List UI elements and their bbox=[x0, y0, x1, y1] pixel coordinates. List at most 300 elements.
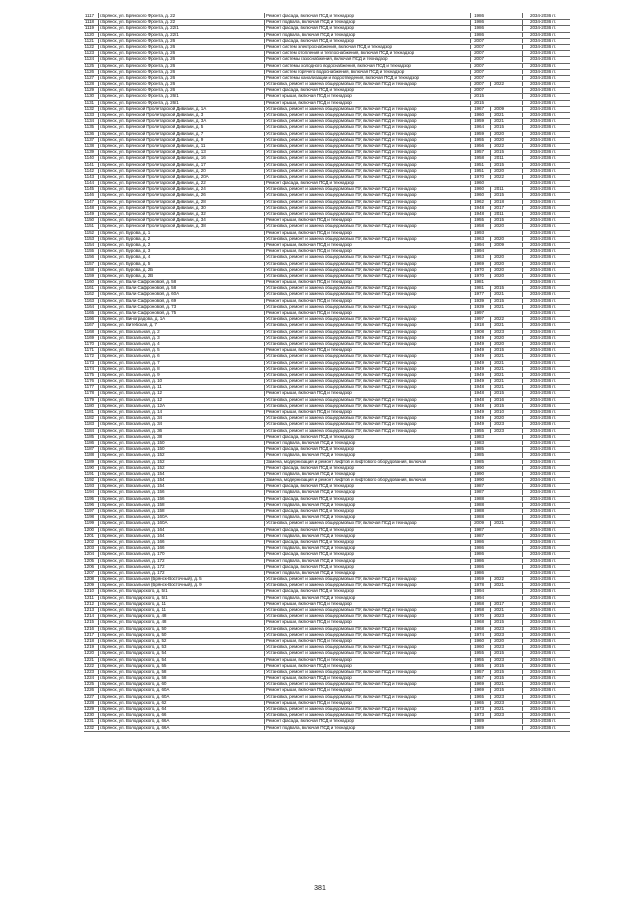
work-type-cell: Замена, модернизация и ремонт лифтов и лифтового оборудования, включая bbox=[264, 477, 464, 482]
address-cell: г.Брянск, ул. Виноградова, д. 1А bbox=[98, 316, 264, 321]
address-cell: г.Брянск, ул. Бурова, д. 2Б bbox=[98, 267, 264, 272]
year-built-cell: 1960 bbox=[470, 638, 487, 643]
row-number: 1198 bbox=[84, 514, 94, 520]
work-type-cell: Ремонт крыши, включая ПСД и технадзор bbox=[264, 93, 464, 98]
row-number: 1160 bbox=[84, 279, 94, 285]
year-last-repair-cell: 2015 bbox=[490, 619, 507, 624]
work-type-cell: Ремонт фасада, включая ПСД и технадзор bbox=[264, 25, 464, 30]
row-number: 1180 bbox=[84, 402, 94, 408]
planned-period-cell: 2034-2036 гг. bbox=[522, 409, 563, 414]
work-type-cell: Ремонт фасада, включая ПСД и технадзор bbox=[264, 588, 464, 593]
year-last-repair-cell: 2015 bbox=[490, 192, 507, 197]
year-built-cell: 1958 bbox=[470, 601, 487, 606]
planned-period-cell: 2034-2036 гг. bbox=[522, 329, 563, 334]
planned-period-cell: 2034-2036 гг. bbox=[522, 471, 563, 476]
row-number: 1151 bbox=[84, 223, 94, 229]
row-number: 1231 bbox=[84, 718, 94, 724]
address-cell: г.Брянск, ул. Вокзальная, д. 12А bbox=[98, 403, 264, 408]
address-cell: г.Брянск, ул. Вокзальная, д. 7 bbox=[98, 360, 264, 365]
address-cell: г.Брянск, ул. Володарского, д. 60А bbox=[98, 687, 264, 692]
row-number: 1168 bbox=[84, 328, 94, 334]
address-cell: г.Брянск, ул. Вокзальная, д. 12 bbox=[98, 397, 264, 402]
work-type-cell: Установка, ремонт и замена общедомовых ПУ, включая ПСД и технадзор bbox=[264, 341, 464, 346]
address-cell: г.Брянск, ул. Брянской Пролетарской Дивизии, д. 34 bbox=[98, 217, 264, 222]
year-built-cell: 1988 bbox=[470, 502, 487, 507]
year-last-repair-cell: 2023 bbox=[490, 700, 507, 705]
planned-period-cell: 2034-2036 гг. bbox=[522, 353, 563, 358]
address-cell: г.Брянск, ул. Бурова, д. 5 bbox=[98, 261, 264, 266]
work-type-cell: Ремонт крыши, включая ПСД и технадзор bbox=[264, 638, 464, 643]
planned-period-cell: 2034-2036 гг. bbox=[522, 316, 563, 321]
planned-period-cell: 2034-2036 гг. bbox=[522, 558, 563, 563]
year-last-repair-cell: 2023 bbox=[490, 428, 507, 433]
row-number: 1182 bbox=[84, 415, 94, 421]
planned-period-cell: 2034-2036 гг. bbox=[522, 434, 563, 439]
row-number: 1228 bbox=[84, 699, 94, 705]
row-number: 1144 bbox=[84, 180, 94, 186]
planned-period-cell: 2034-2036 гг. bbox=[522, 137, 563, 142]
row-number: 1150 bbox=[84, 217, 94, 223]
planned-period-cell: 2034-2036 гг. bbox=[522, 545, 563, 550]
year-last-repair-cell: 2010 bbox=[490, 409, 507, 414]
row-number: 1229 bbox=[84, 706, 94, 711]
address-cell: г.Брянск, ул. Володарского, д. 66 bbox=[98, 712, 264, 717]
planned-period-cell: 2034-2036 гг. bbox=[522, 508, 563, 513]
planned-period-cell: 2034-2036 гг. bbox=[522, 186, 563, 191]
year-last-repair-cell: 2023 bbox=[490, 644, 507, 649]
planned-period-cell: 2034-2036 гг. bbox=[522, 520, 563, 525]
year-built-cell: 1960 bbox=[470, 644, 487, 649]
year-built-cell: 2007 bbox=[470, 87, 487, 92]
address-cell: г.Брянск, ул. Брянского Фронта, д. 26 bbox=[98, 81, 264, 86]
address-cell: г.Брянск, ул. Вокзальная, д. 156 bbox=[98, 496, 264, 501]
year-built-cell: 1948 bbox=[470, 211, 487, 216]
work-type-cell: Ремонт фасада, включая ПСД и технадзор bbox=[264, 527, 464, 532]
work-type-cell: Ремонт систем отопления и теплоснабжения, включая ПСД и технадзор bbox=[264, 50, 464, 55]
planned-period-cell: 2034-2036 гг. bbox=[522, 335, 563, 340]
address-cell: г.Брянск, ул. Вокзальная, д. 172 bbox=[98, 564, 264, 569]
year-last-repair-cell: 2020 bbox=[490, 254, 507, 259]
row-number: 1125 bbox=[84, 62, 94, 68]
planned-period-cell: 2034-2036 гг. bbox=[522, 644, 563, 649]
year-built-cell: 1959 bbox=[470, 131, 487, 136]
planned-period-cell: 2034-2036 гг. bbox=[522, 205, 563, 210]
row-number: 1211 bbox=[84, 594, 94, 600]
planned-period-cell: 2034-2036 гг. bbox=[522, 390, 563, 395]
year-built-cell: 1949 bbox=[470, 378, 487, 383]
year-last-repair-cell: 2021 bbox=[490, 353, 507, 358]
planned-period-cell: 2034-2036 гг. bbox=[522, 168, 563, 173]
planned-period-cell: 2034-2036 гг. bbox=[522, 236, 563, 241]
year-built-cell: 1994 bbox=[470, 588, 487, 593]
planned-period-cell: 2034-2036 гг. bbox=[522, 489, 563, 494]
work-type-cell: Установка, ремонт и замена общедомовых ПУ, включая ПСД и технадзор bbox=[264, 329, 464, 334]
year-built-cell: 1964 bbox=[470, 124, 487, 129]
year-built-cell: 1986 bbox=[470, 545, 487, 550]
row-number: 1163 bbox=[84, 297, 94, 303]
year-built-cell: 1987 bbox=[470, 533, 487, 538]
planned-period-cell: 2034-2036 гг. bbox=[522, 465, 563, 470]
row-number: 1145 bbox=[84, 186, 94, 192]
year-built-cell: 1965 bbox=[470, 700, 487, 705]
planned-period-cell: 2034-2036 гг. bbox=[522, 155, 563, 160]
row-number: 1156 bbox=[84, 254, 94, 260]
row-number: 1154 bbox=[84, 241, 94, 247]
year-built-cell: 1988 bbox=[470, 514, 487, 519]
row-number: 1123 bbox=[84, 50, 94, 56]
year-last-repair-cell: 2021 bbox=[490, 366, 507, 371]
work-type-cell: Ремонт крыши, включая ПСД и технадзор bbox=[264, 409, 464, 414]
planned-period-cell: 2034-2036 гг. bbox=[522, 279, 563, 284]
year-last-repair-cell: 2018 bbox=[490, 199, 507, 204]
row-number: 1147 bbox=[84, 198, 94, 204]
row-number: 1138 bbox=[84, 142, 94, 148]
year-built-cell: 1986 bbox=[470, 564, 487, 569]
work-type-cell: Ремонт крыши, включая ПСД и технадзор bbox=[264, 347, 464, 352]
year-last-repair-cell: 2020 bbox=[490, 236, 507, 241]
planned-period-cell: 2034-2036 гг. bbox=[522, 261, 563, 266]
year-built-cell: 2007 bbox=[470, 81, 487, 86]
address-cell: г.Брянск, ул. Вокзальная, д. 166 bbox=[98, 545, 264, 550]
year-built-cell: 1988 bbox=[470, 496, 487, 501]
address-cell: г.Брянск, ул. Вокзальная, д. 14 bbox=[98, 409, 264, 414]
year-built-cell: 1990 bbox=[470, 477, 487, 482]
address-cell: г.Брянск, ул. Володарского, д. 52 bbox=[98, 638, 264, 643]
year-built-cell: 1960 bbox=[470, 192, 487, 197]
row-number: 1126 bbox=[84, 68, 94, 74]
year-last-repair-cell: 2017 bbox=[490, 205, 507, 210]
row-number: 1218 bbox=[84, 637, 94, 643]
work-type-cell: Ремонт системы канализации и водоотведения, включая ПСД и технадзор bbox=[264, 75, 464, 80]
work-type-cell: Ремонт крыши, включая ПСД и технадзор bbox=[264, 619, 464, 624]
row-number: 1213 bbox=[84, 607, 94, 612]
row-number: 1158 bbox=[84, 266, 94, 272]
address-cell: г.Брянск, ул. Володарского, д. 62 bbox=[98, 700, 264, 705]
year-last-repair-cell: 2023 bbox=[490, 329, 507, 334]
row-number: 1174 bbox=[84, 365, 94, 371]
row-number: 1183 bbox=[84, 421, 94, 427]
address-cell: г.Брянск, ул. Вокзальная, д. 170 bbox=[98, 551, 264, 556]
year-last-repair-cell: 2015 bbox=[490, 285, 507, 290]
work-type-cell: Ремонт крыши, включая ПСД и технадзор bbox=[264, 657, 464, 662]
row-number: 1172 bbox=[84, 353, 94, 359]
address-cell: г.Брянск, ул. Володарского, д. 58 bbox=[98, 675, 264, 680]
year-built-cell: 1955 bbox=[470, 650, 487, 655]
year-built-cell: 1977 bbox=[470, 291, 487, 296]
row-number: 1210 bbox=[84, 588, 94, 594]
year-built-cell: 1986 bbox=[470, 13, 487, 18]
year-last-repair-cell: 2015 bbox=[490, 403, 507, 408]
planned-period-cell: 2034-2036 гг. bbox=[522, 69, 563, 74]
row-number: 1141 bbox=[84, 161, 94, 167]
address-cell: г.Брянск, ул. Вокзальная, д. 152 bbox=[98, 459, 264, 464]
work-type-cell: Ремонт подвала, включая ПСД и технадзор bbox=[264, 440, 464, 445]
row-number: 1118 bbox=[84, 19, 94, 25]
year-last-repair-cell: 2021 bbox=[490, 372, 507, 377]
work-type-cell: Установка, ремонт и замена общедомовых ПУ, включая ПСД и технадзор bbox=[264, 285, 464, 290]
planned-period-cell: 2034-2036 гг. bbox=[522, 384, 563, 389]
row-number: 1120 bbox=[84, 31, 94, 37]
address-cell: г.Брянск, ул. Брянского Фронта, д. 26 bbox=[98, 50, 264, 55]
row-number: 1127 bbox=[84, 74, 94, 80]
row-number: 1217 bbox=[84, 631, 94, 637]
address-cell: г.Брянск, ул. Вали Сафроновой, д. 75 bbox=[98, 310, 264, 315]
planned-period-cell: 2034-2036 гг. bbox=[522, 217, 563, 222]
work-type-cell: Ремонт подвала, включая ПСД и технадзор bbox=[264, 502, 464, 507]
address-cell: г.Брянск, ул. Брянской Пролетарской Дивизии, д. 28 bbox=[98, 199, 264, 204]
planned-period-cell: 2034-2036 гг. bbox=[522, 372, 563, 377]
planned-period-cell: 2034-2036 гг. bbox=[522, 50, 563, 55]
year-built-cell: 1997 bbox=[470, 316, 487, 321]
planned-period-cell: 2034-2036 гг. bbox=[522, 446, 563, 451]
row-number: 1175 bbox=[84, 371, 94, 377]
address-cell: г.Брянск, ул. Вокзальная, д. 10 bbox=[98, 378, 264, 383]
year-built-cell: 1989 bbox=[470, 725, 487, 730]
row-number: 1164 bbox=[84, 303, 94, 309]
work-type-cell: Установка, ремонт и замена общедомовых ПУ, включая ПСД и технадзор bbox=[264, 694, 464, 699]
year-built-cell: 1958 bbox=[470, 607, 487, 612]
address-cell: г.Брянск, ул. Вокзальная, д. 34 bbox=[98, 415, 264, 420]
year-built-cell: 1986 bbox=[470, 19, 487, 24]
work-type-cell: Ремонт крыши, включая ПСД и технадзор bbox=[264, 100, 464, 105]
address-cell: г.Брянск, ул. Володарского, д. 50 bbox=[98, 632, 264, 637]
planned-period-cell: 2034-2036 гг. bbox=[522, 360, 563, 365]
row-number: 1203 bbox=[84, 545, 94, 551]
planned-period-cell: 2034-2036 гг. bbox=[522, 619, 563, 624]
year-built-cell: 1957 bbox=[470, 149, 487, 154]
work-type-cell: Ремонт фасада, включая ПСД и технадзор bbox=[264, 718, 464, 723]
work-type-cell: Ремонт подвала, включая ПСД и технадзор bbox=[264, 489, 464, 494]
year-last-repair-cell: 2021 bbox=[490, 291, 507, 296]
address-cell: г.Брянск, ул. Вокзальная (Брянск-Восточный), д. 9 bbox=[98, 582, 264, 587]
work-type-cell: Установка, ремонт и замена общедомовых ПУ, включая ПСД и технадзор bbox=[264, 681, 464, 686]
planned-period-cell: 2034-2036 гг. bbox=[522, 211, 563, 216]
row-number: 1148 bbox=[84, 204, 94, 210]
address-cell: г.Брянск, ул. Брянского Фронта, д. 26 bbox=[98, 75, 264, 80]
row-number: 1162 bbox=[84, 291, 94, 297]
work-type-cell: Установка, ремонт и замена общедомовых ПУ, включая ПСД и технадзор bbox=[264, 322, 464, 327]
year-built-cell: 1973 bbox=[470, 712, 487, 717]
address-cell: г.Брянск, ул. Володарского, д. 11 bbox=[98, 601, 264, 606]
year-last-repair-cell: 2021 bbox=[490, 520, 507, 525]
year-last-repair-cell: 2021 bbox=[490, 112, 507, 117]
planned-period-cell: 2034-2036 гг. bbox=[522, 87, 563, 92]
year-built-cell: 1956 bbox=[470, 143, 487, 148]
work-type-cell: Установка, ремонт и замена общедомовых ПУ, включая ПСД и технадзор bbox=[264, 131, 464, 136]
planned-period-cell: 2034-2036 гг. bbox=[522, 131, 563, 136]
planned-period-cell: 2034-2036 гг. bbox=[522, 514, 563, 519]
year-last-repair-cell: 2015 bbox=[490, 687, 507, 692]
address-cell: г.Брянск, ул. Вокзальная, д. 158 bbox=[98, 502, 264, 507]
row-number: 1197 bbox=[84, 508, 94, 513]
address-cell: г.Брянск, ул. Брянской Пролетарской Дивизии, д. 9 bbox=[98, 137, 264, 142]
work-type-cell: Установка, ремонт и замена общедомовых ПУ, включая ПСД и технадзор bbox=[264, 291, 464, 296]
address-cell: г.Брянск, ул. Бурова, д. 2 bbox=[98, 236, 264, 241]
planned-period-cell: 2034-2036 гг. bbox=[522, 230, 563, 235]
year-built-cell: 1949 bbox=[470, 415, 487, 420]
planned-period-cell: 2034-2036 гг. bbox=[522, 650, 563, 655]
address-cell: г.Брянск, ул. Брянской Пролетарской Дивизии, д. 20А bbox=[98, 174, 264, 179]
year-last-repair-cell: 2021 bbox=[490, 360, 507, 365]
work-type-cell: Установка, ремонт и замена общедомовых ПУ, включая ПСД и технадзор bbox=[264, 397, 464, 402]
address-cell: г.Брянск, ул. Бурова, д. 3 bbox=[98, 248, 264, 253]
year-built-cell: 1955 bbox=[470, 663, 487, 668]
planned-period-cell: 2034-2036 гг. bbox=[522, 415, 563, 420]
work-type-cell: Установка, ремонт и замена общедомовых ПУ, включая ПСД и технадзор bbox=[264, 626, 464, 631]
work-type-cell: Установка, ремонт и замена общедомовых ПУ, включая ПСД и технадзор bbox=[264, 372, 464, 377]
address-cell: г.Брянск, ул. Брянского Фронта, д. 26 bbox=[98, 44, 264, 49]
year-built-cell: 1988 bbox=[470, 508, 487, 513]
row-number: 1169 bbox=[84, 334, 94, 340]
year-built-cell: 2007 bbox=[470, 44, 487, 49]
work-type-cell: Установка, ремонт и замена общедомовых ПУ, включая ПСД и технадзор bbox=[264, 403, 464, 408]
table-row bbox=[84, 726, 570, 732]
row-number: 1119 bbox=[84, 25, 94, 31]
row-number: 1134 bbox=[84, 118, 94, 124]
year-last-repair-cell: 2021 bbox=[490, 681, 507, 686]
year-built-cell: 1948 bbox=[470, 397, 487, 402]
row-number: 1201 bbox=[84, 532, 94, 538]
year-built-cell: 2007 bbox=[470, 63, 487, 68]
address-cell: г.Брянск, ул. Вокзальная, д. 12 bbox=[98, 390, 264, 395]
planned-period-cell: 2034-2036 гг. bbox=[522, 718, 563, 723]
address-cell: г.Брянск, ул. Вокзальная (Брянск-Восточный), д. 5 bbox=[98, 576, 264, 581]
work-type-cell: Ремонт фасада, включая ПСД и технадзор bbox=[264, 551, 464, 556]
address-cell: г.Брянск, ул. Володарского, д. 58 bbox=[98, 669, 264, 674]
address-cell: г.Брянск, ул. Вокзальная, д. 164 bbox=[98, 533, 264, 538]
planned-period-cell: 2034-2036 гг. bbox=[522, 75, 563, 80]
planned-period-cell: 2034-2036 гг. bbox=[522, 341, 563, 346]
row-number: 1146 bbox=[84, 192, 94, 198]
row-number: 1132 bbox=[84, 105, 94, 111]
planned-period-cell: 2034-2036 гг. bbox=[522, 304, 563, 309]
year-last-repair-cell: 2021 bbox=[490, 607, 507, 612]
work-type-cell: Ремонт крыши, включая ПСД и технадзор bbox=[264, 298, 464, 303]
year-last-repair-cell: 2020 bbox=[490, 267, 507, 272]
year-last-repair-cell: 2023 bbox=[490, 626, 507, 631]
address-cell: г.Брянск, ул. Брянской Пролетарской Дивизии, д. 26 bbox=[98, 192, 264, 197]
address-cell: г.Брянск, ул. Володарского, д. 48 bbox=[98, 613, 264, 618]
work-type-cell: Установка, ремонт и замена общедомовых ПУ, включая ПСД и технадзор bbox=[264, 335, 464, 340]
address-cell: г.Брянск, ул. Вокзальная, д. 6 bbox=[98, 353, 264, 358]
planned-period-cell: 2034-2036 гг. bbox=[522, 291, 563, 296]
row-number: 1226 bbox=[84, 687, 94, 693]
work-type-cell: Установка, ремонт и замена общедомовых ПУ, включая ПСД и технадзор bbox=[264, 706, 464, 711]
row-number: 1230 bbox=[84, 712, 94, 718]
work-type-cell: Установка, ремонт и замена общедомовых ПУ, включая ПСД и технадзор bbox=[264, 421, 464, 426]
year-last-repair-cell: 2015 bbox=[490, 390, 507, 395]
work-type-cell: Ремонт систем горячего водоснабжения, включая ПСД и технадзор bbox=[264, 69, 464, 74]
year-built-cell: 2007 bbox=[470, 56, 487, 61]
address-cell: г.Брянск, ул. Брянской Пролетарской Дивизии, д. 30 bbox=[98, 205, 264, 210]
address-cell: г.Брянск, ул. Вокзальная, д. 8 bbox=[98, 366, 264, 371]
planned-period-cell: 2034-2036 гг. bbox=[522, 112, 563, 117]
year-built-cell: 1986 bbox=[470, 558, 487, 563]
planned-period-cell: 2034-2036 гг. bbox=[522, 582, 563, 587]
work-type-cell: Установка, ремонт и замена общедомовых ПУ, включая ПСД и технадзор bbox=[264, 118, 464, 123]
year-built-cell: 1963 bbox=[470, 254, 487, 259]
work-type-cell: Установка, ремонт и замена общедомовых ПУ, включая ПСД и технадзор bbox=[264, 168, 464, 173]
work-type-cell: Ремонт фасада, включая ПСД и технадзор bbox=[264, 434, 464, 439]
planned-period-cell: 2034-2036 гг. bbox=[522, 254, 563, 259]
year-built-cell: 1939 bbox=[470, 298, 487, 303]
work-type-cell: Ремонт фасада, включая ПСД и технадзор bbox=[264, 539, 464, 544]
year-last-repair-cell: 2020 bbox=[490, 335, 507, 340]
year-built-cell: 1948 bbox=[470, 384, 487, 389]
planned-period-cell: 2034-2036 гг. bbox=[522, 19, 563, 24]
address-cell: г.Брянск, ул. Володарского, д. 60А bbox=[98, 694, 264, 699]
planned-period-cell: 2034-2036 гг. bbox=[522, 56, 563, 61]
address-cell: г.Брянск, ул. Вали Сафроновой, д. 73 bbox=[98, 304, 264, 309]
work-type-cell: Ремонт системы холодного водоснабжения, включая ПСД и технадзор bbox=[264, 63, 464, 68]
year-last-repair-cell: 2023 bbox=[490, 657, 507, 662]
address-cell: г.Брянск, ул. Брянской Пролетарской Дивизии, д. 11 bbox=[98, 143, 264, 148]
row-number: 1121 bbox=[84, 37, 94, 43]
address-cell: г.Брянск, ул. Брянской Пролетарской Дивизии, д. 20 bbox=[98, 168, 264, 173]
row-number: 1161 bbox=[84, 285, 94, 291]
year-built-cell: 1958 bbox=[470, 223, 487, 228]
year-built-cell: 1994 bbox=[470, 595, 487, 600]
work-type-cell: Установка, ремонт и замена общедомовых ПУ, включая ПСД и технадзор bbox=[264, 366, 464, 371]
row-number: 1181 bbox=[84, 409, 94, 414]
address-cell: г.Брянск, ул. Бурова, д. 2 bbox=[98, 242, 264, 247]
address-cell: г.Брянск, ул. Вокзальная, д. 9 bbox=[98, 372, 264, 377]
planned-period-cell: 2034-2036 гг. bbox=[522, 366, 563, 371]
address-cell: г.Брянск, ул. Брянской Пролетарской Дивизии, д. 7 bbox=[98, 131, 264, 136]
planned-period-cell: 2034-2036 гг. bbox=[522, 694, 563, 699]
year-last-repair-cell: 2011 bbox=[490, 211, 507, 216]
work-type-cell: Ремонт крыши, включая ПСД и технадзор bbox=[264, 217, 464, 222]
year-built-cell: 1973 bbox=[470, 706, 487, 711]
year-built-cell: 1960 bbox=[470, 180, 487, 185]
work-type-cell: Установка, ремонт и замена общедомовых ПУ, включая ПСД и технадзор bbox=[264, 223, 464, 228]
address-cell: г.Брянск, ул. Брянской Пролетарской Дивизии, д. 3А bbox=[98, 118, 264, 123]
work-type-cell: Установка, ремонт и замена общедомовых ПУ, включая ПСД и технадзор bbox=[264, 267, 464, 272]
renovation-schedule-table bbox=[84, 14, 570, 732]
year-built-cell: 1997 bbox=[470, 310, 487, 315]
year-built-cell: 1978 bbox=[470, 582, 487, 587]
planned-period-cell: 2034-2036 гг. bbox=[522, 199, 563, 204]
work-type-cell: Ремонт подвала, включая ПСД и технадзор bbox=[264, 558, 464, 563]
year-built-cell: 2015 bbox=[470, 100, 487, 105]
address-cell: г.Брянск, ул. Вали Сафроновой, д. 69 bbox=[98, 298, 264, 303]
row-number: 1189 bbox=[84, 458, 94, 464]
year-last-repair-cell: 2017 bbox=[490, 601, 507, 606]
address-cell: г.Брянск, ул. Вокзальная, д. 154 bbox=[98, 471, 264, 476]
year-built-cell: 1968 bbox=[470, 619, 487, 624]
address-cell: г.Брянск, ул. Брянской Пролетарской Дивизии, д. 13 bbox=[98, 149, 264, 154]
work-type-cell: Ремонт подвала, включая ПСД и технадзор bbox=[264, 725, 464, 730]
year-last-repair-cell: 2020 bbox=[490, 223, 507, 228]
work-type-cell: Ремонт системы газоснабжения, включая ПСД и технадзор bbox=[264, 56, 464, 61]
address-cell: г.Брянск, ул. Вокзальная, д. 4 bbox=[98, 341, 264, 346]
row-number: 1170 bbox=[84, 340, 94, 346]
row-number: 1128 bbox=[84, 81, 94, 87]
work-type-cell: Установка, ремонт и замена общедомовых ПУ, включая ПСД и технадзор bbox=[264, 669, 464, 674]
year-built-cell: 1955 bbox=[470, 217, 487, 222]
row-number: 1139 bbox=[84, 149, 94, 155]
row-number: 1187 bbox=[84, 446, 94, 452]
work-type-cell: Установка, ремонт и замена общедомовых ПУ, включая ПСД и технадзор bbox=[264, 576, 464, 581]
work-type-cell: Ремонт фасада, включая ПСД и технадзор bbox=[264, 446, 464, 451]
year-last-repair-cell: 2023 bbox=[490, 421, 507, 426]
work-type-cell: Установка, ремонт и замена общедомовых ПУ, включая ПСД и технадзор bbox=[264, 360, 464, 365]
planned-period-cell: 2034-2036 гг. bbox=[522, 570, 563, 575]
year-built-cell: 1949 bbox=[470, 347, 487, 352]
planned-period-cell: 2034-2036 гг. bbox=[522, 421, 563, 426]
work-type-cell: Ремонт крыши, включая ПСД и технадзор bbox=[264, 675, 464, 680]
year-built-cell: 1948 bbox=[470, 390, 487, 395]
